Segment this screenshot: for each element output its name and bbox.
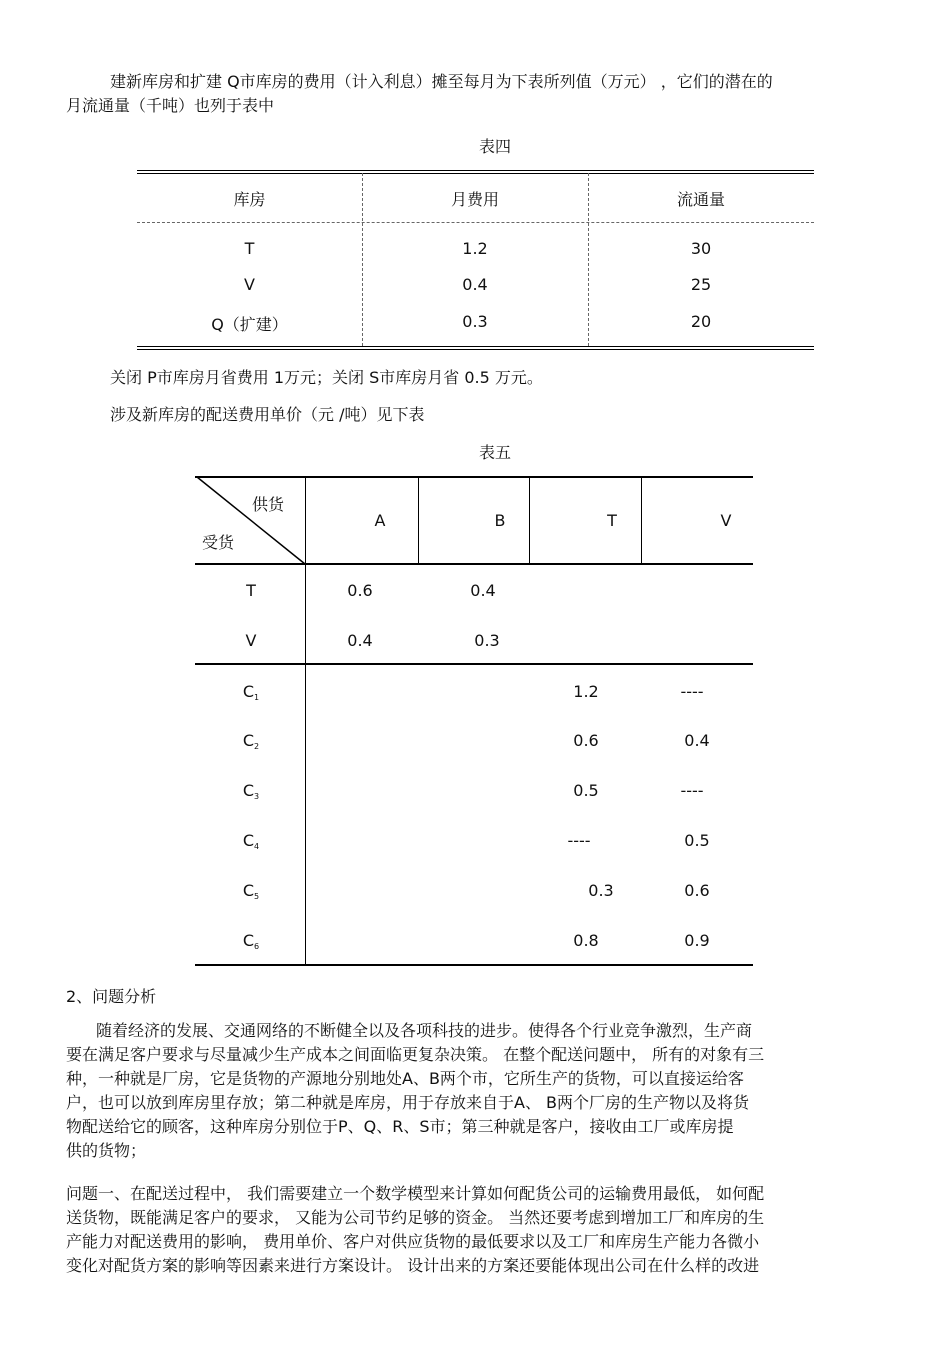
table5-row-c2-t: 0.6 <box>573 731 599 750</box>
table5-row-v-a: 0.4 <box>347 631 373 650</box>
table4-row-t-cost: 1.2 <box>462 239 488 258</box>
table5-row-c6-label: $C_6$ <box>242 931 260 951</box>
table5-row-c1-label: $C_1$ <box>242 682 260 702</box>
question1-line: 送货物，既能满足客户的要求， 又能为公司节约足够的资金。 当然还要考虑到增加工厂和库房的生 <box>66 1208 765 1227</box>
table5-row-c3-v: ---- <box>680 781 704 800</box>
table5-col-v: V <box>720 511 732 530</box>
analysis-paragraph <box>66 1019 886 1163</box>
intro-line-1: 建新库房和扩建 Q市库房的费用（计入利息）摊至每月为下表所列值（万元） ，它们的潜在的 <box>110 72 773 91</box>
note-delivery-cost-intro: 涉及新库房的配送费用单价（元 /吨）见下表 <box>110 405 425 424</box>
table4-row-t-warehouse: T <box>244 239 255 258</box>
table4-row-t-throughput: 30 <box>690 239 712 258</box>
section-heading-problem-analysis: 2、问题分析 <box>66 987 157 1006</box>
analysis-line: 户，也可以放到库房里存放；第二种就是库房，用于存放来自于A、 B两个厂房的生产物以及将货 <box>66 1093 750 1112</box>
table5-row-c4-v: 0.5 <box>684 831 710 850</box>
table4-row-q-throughput: 20 <box>690 312 712 331</box>
analysis-line: 要在满足客户要求与尽量减少生产成本之间面临更复杂决策。 在整个配送问题中， 所有的对象有三 <box>66 1045 765 1064</box>
question1-line: 产能力对配送费用的影响， 费用单价、客户对供应货物的最低要求以及工厂和库房生产能力各微小 <box>66 1232 760 1251</box>
analysis-line: 种，一种就是厂房，它是货物的产源地分别地处A、B两个市，它所生产的货物，可以直接运给客 <box>66 1069 744 1088</box>
question1-paragraph <box>66 1182 886 1278</box>
table5-row-c2-label: $C_2$ <box>242 731 260 751</box>
table5-row-c3-t: 0.5 <box>573 781 599 800</box>
table5-row-v-label: V <box>245 631 257 650</box>
table4-row-v-cost: 0.4 <box>462 275 488 294</box>
table5-col-b: B <box>494 511 506 530</box>
table5-row-c5-label: $C_5$ <box>242 881 260 901</box>
table5-row-t-label: T <box>246 581 256 600</box>
table4-row-v-warehouse: V <box>244 275 255 294</box>
intro-line-2: 月流通量（千吨）也列于表中 <box>66 96 275 115</box>
analysis-line: 物配送给它的顾客，这种库房分别位于P、Q、R、S市；第三种就是客户，接收由工厂或库房提 <box>66 1117 734 1136</box>
table4-header-monthly-cost: 月费用 <box>450 190 499 209</box>
table5-row-t-a: 0.6 <box>347 581 373 600</box>
table5-row-c6-t: 0.8 <box>573 931 599 950</box>
table5-row-c5-v: 0.6 <box>684 881 710 900</box>
table5-col-t: T <box>607 511 617 530</box>
table5-row-c4-t: ---- <box>567 831 591 850</box>
table5-caption: 表五 <box>478 443 511 462</box>
question1-line: 变化对配货方案的影响等因素来进行方案设计。 设计出来的方案还要能体现出公司在什么样的改进 <box>66 1256 760 1275</box>
table4-header-throughput: 流通量 <box>676 190 725 209</box>
note-closing-savings: 关闭 P市库房月省费用 1万元；关闭 S市库房月省 0.5 万元。 <box>110 368 543 387</box>
table4-header-warehouse: 库房 <box>233 190 266 209</box>
analysis-line: 供的货物； <box>66 1141 147 1160</box>
table5-col-a: A <box>374 511 386 530</box>
table5-row-t-b: 0.4 <box>470 581 496 600</box>
table5-corner-supply: 供货 <box>252 495 285 514</box>
table5-row-c6-v: 0.9 <box>684 931 710 950</box>
table5-row-c1-v: ---- <box>680 682 704 701</box>
table5-row-c2-v: 0.4 <box>684 731 710 750</box>
table4-row-q-warehouse: Q（扩建） <box>211 315 288 334</box>
intro-paragraph <box>66 70 886 118</box>
table5-row-c4-label: $C_4$ <box>242 831 260 851</box>
table5-row-c5-t: 0.3 <box>588 881 614 900</box>
table5-row-v-b: 0.3 <box>474 631 500 650</box>
table5-row-c1-t: 1.2 <box>573 682 599 701</box>
table4-row-q-cost: 0.3 <box>462 312 488 331</box>
question1-line: 问题一、在配送过程中， 我们需要建立一个数学模型来计算如何配货公司的运输费用最低， 如何配 <box>66 1184 765 1203</box>
table4-row-v-throughput: 25 <box>690 275 712 294</box>
table5-corner-receive: 受货 <box>202 533 235 552</box>
table5-row-c3-label: $C_3$ <box>242 781 260 801</box>
analysis-line: 随着经济的发展、交通网络的不断健全以及各项科技的进步。使得各个行业竞争激烈，生产商 <box>96 1021 753 1040</box>
table4-caption: 表四 <box>478 137 511 156</box>
